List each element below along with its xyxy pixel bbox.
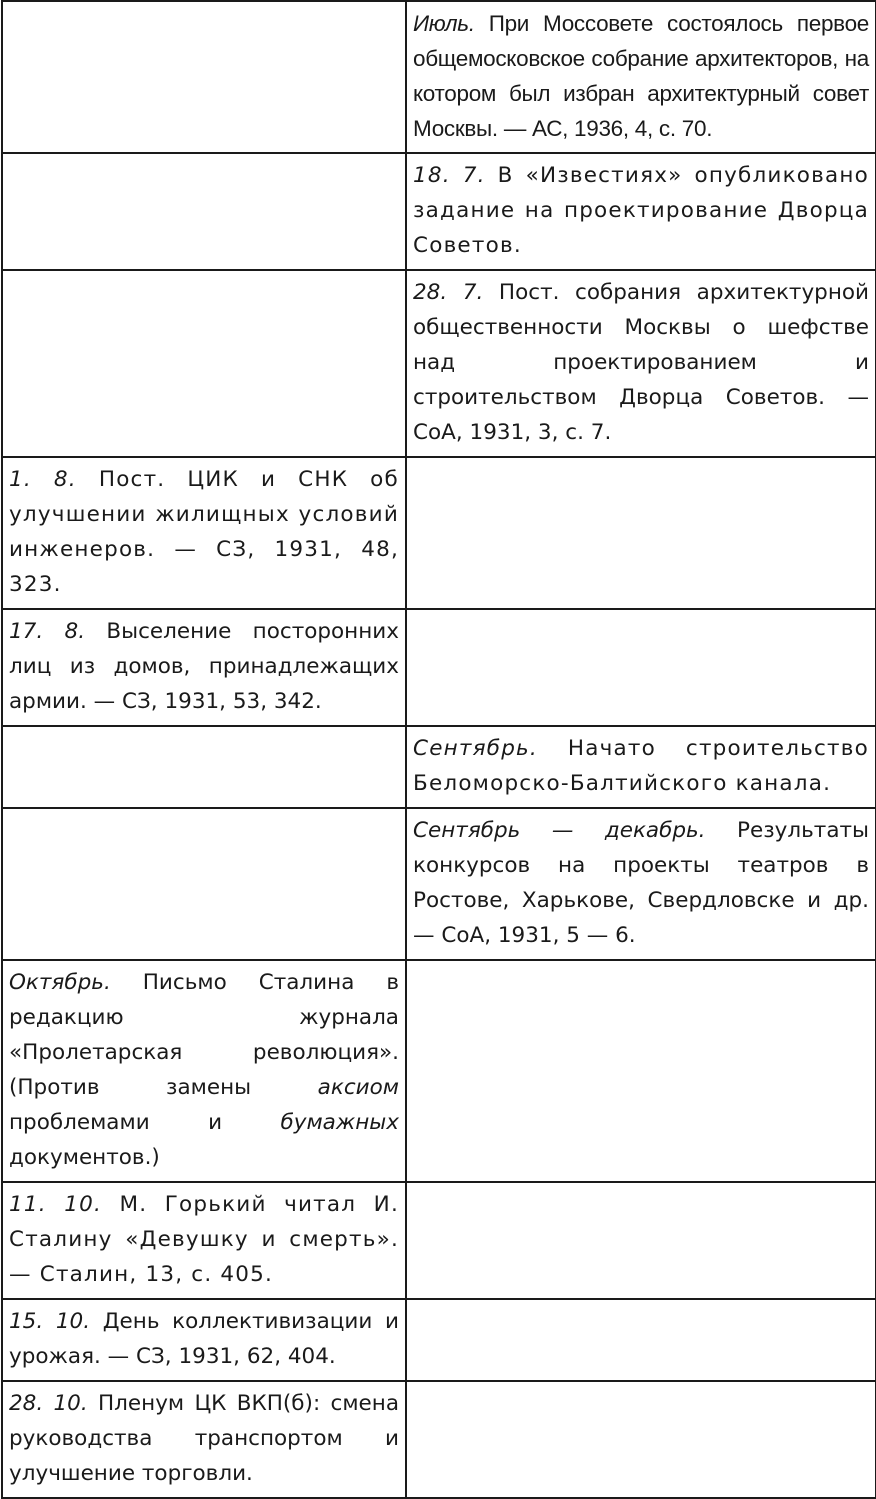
table-row: [2, 808, 876, 960]
entry-text: Пост. собрания архитектурной общественности Москвы о шефстве над проектированием и строительством Дворца Советов. — СоА, 1931, 3, с. 7.: [413, 280, 870, 445]
table-row: [2, 270, 876, 457]
entry-date: 15. 10.: [9, 1309, 91, 1334]
cell-left-empty: [2, 153, 406, 270]
entry-text: проблемами и: [9, 1110, 281, 1135]
entry-emphasis: бумажных: [280, 1110, 399, 1135]
entry-text: Начато строительство Беломорско-Балтийского канала.: [413, 736, 869, 796]
table-row: [2, 457, 876, 609]
cell-left-entry: [2, 457, 406, 609]
table-row: [2, 1381, 876, 1498]
entry-date: 1. 8.: [9, 467, 77, 492]
table-row: [2, 609, 876, 726]
cell-right-empty: [406, 1182, 876, 1299]
chronology-table: [1, 0, 876, 1499]
entry-date: 28. 10.: [9, 1391, 88, 1416]
cell-left-entry: [2, 1299, 406, 1381]
entry-text: Выселение посторонних лиц из домов, принадлежащих армии. — СЗ, 1931, 53, 342.: [9, 619, 399, 714]
cell-right-entry: [406, 153, 876, 270]
entry-text: Пленум ЦК ВКП(б): смена руководства транспортом и улучшение торговли.: [9, 1391, 400, 1486]
cell-left-empty: [2, 808, 406, 960]
cell-left-entry: [2, 609, 406, 726]
cell-right-entry: [406, 726, 876, 808]
entry-date: 18. 7.: [413, 163, 486, 188]
entry-text: Письмо Сталина в редакцию журнала «Пролетарская революция». (Против замены: [9, 970, 399, 1100]
entry-date: Сентябрь.: [413, 736, 538, 761]
entry-text: документов.): [9, 1145, 160, 1170]
cell-left-entry: [2, 960, 406, 1182]
cell-left-empty: [2, 270, 406, 457]
entry-text: Пост. ЦИК и СНК об улучшении жилищных условий инженеров. — СЗ, 1931, 48, 323.: [9, 467, 399, 597]
entry-date: Июль.: [413, 11, 475, 36]
cell-left-empty: [2, 1, 406, 153]
entry-emphasis: аксиом: [317, 1075, 399, 1100]
cell-left-entry: [2, 1381, 406, 1498]
cell-right-empty: [406, 960, 876, 1182]
entry-date: Сентябрь — декабрь.: [413, 818, 706, 843]
table-row: [2, 1, 876, 153]
table-row: [2, 1299, 876, 1381]
cell-right-empty: [406, 609, 876, 726]
entry-date: 17. 8.: [9, 619, 86, 644]
entry-text: При Моссовете состоялось первое общемосковское собрание архитекторов, на котором был избран архитектурный совет Москвы. — АС, 1936, 4, с. 70.: [413, 11, 869, 141]
entry-date: Октябрь.: [9, 970, 111, 995]
cell-right-empty: [406, 457, 876, 609]
cell-left-empty: [2, 726, 406, 808]
entry-text: Результаты конкурсов на проекты театров в Ростове, Харькове, Свердловске и др. — СоА, 1931, 5 — 6.: [413, 818, 870, 948]
entry-date: 28. 7.: [413, 280, 484, 305]
cell-right-empty: [406, 1381, 876, 1498]
cell-right-entry: [406, 808, 876, 960]
entry-date: 11. 10.: [9, 1192, 103, 1217]
table-row: [2, 1182, 876, 1299]
entry-text: В «Известиях» опубликовано задание на проектирование Дворца Советов.: [413, 163, 869, 258]
entry-text: День коллективизации и урожая. — СЗ, 1931, 62, 404.: [9, 1309, 399, 1369]
cell-left-entry: [2, 1182, 406, 1299]
entry-text: М. Горький читал И. Сталину «Девушку и смерть». — Сталин, 13, с. 405.: [9, 1192, 399, 1287]
cell-right-empty: [406, 1299, 876, 1381]
cell-right-entry: [406, 1, 876, 153]
table-row: [2, 726, 876, 808]
cell-right-entry: [406, 270, 876, 457]
table-row: [2, 153, 876, 270]
table-row: [2, 960, 876, 1182]
